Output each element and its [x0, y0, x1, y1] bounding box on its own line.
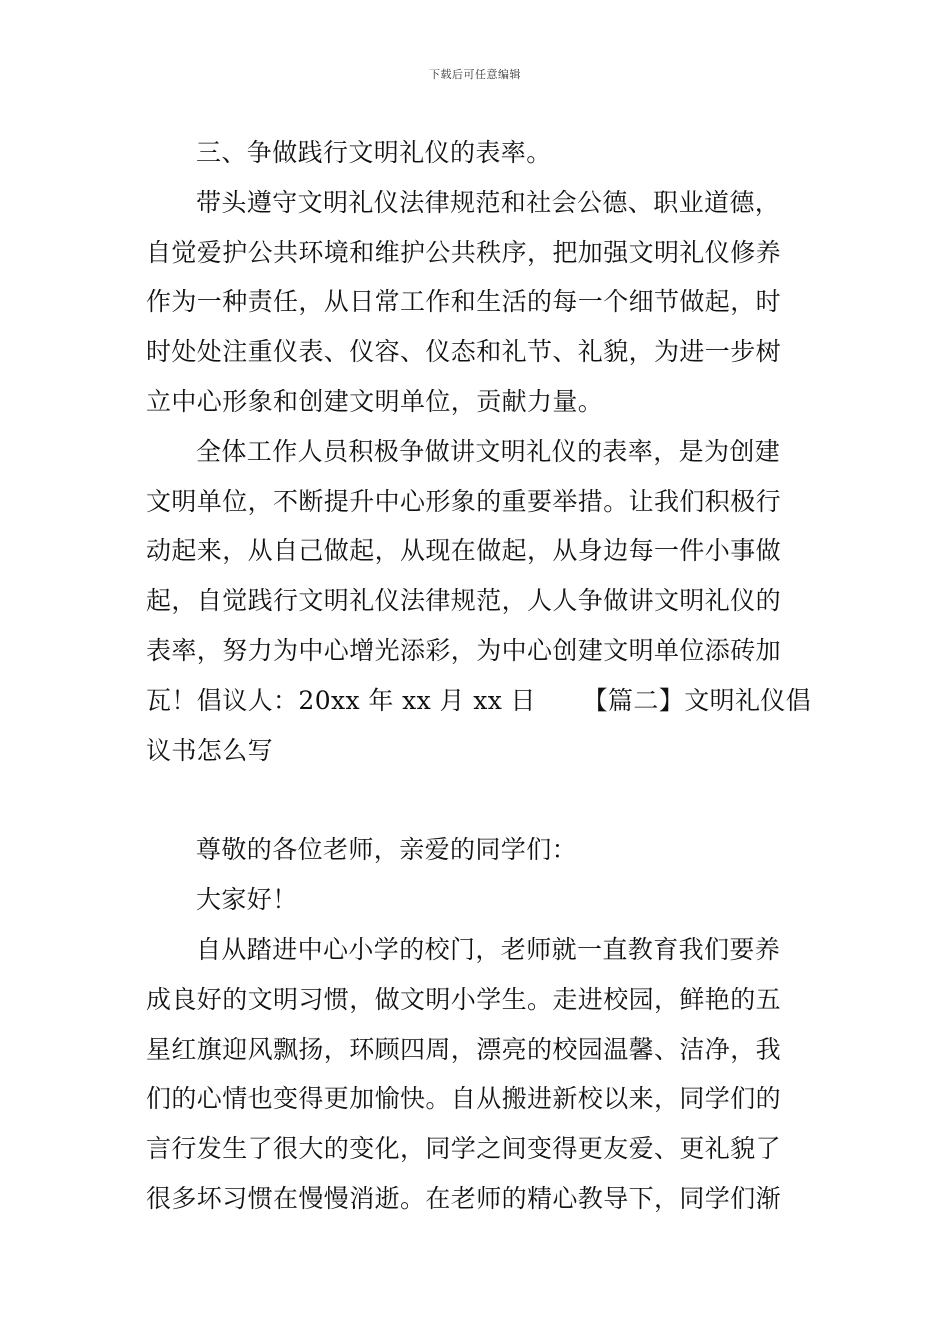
paragraph-line: 星红旗迎风飘扬，环顾四周，漂亮的校园温馨、洁净，我: [146, 1034, 782, 1064]
paragraph-line: 作为一种责任，从日常工作和生活的每一个细节做起，时: [146, 287, 782, 317]
paragraph-line: 们的心情也变得更加愉快。自从搬进新校以来，同学们的: [146, 1084, 782, 1114]
paragraph-line: 瓦！倡议人：20xx 年 xx 月 xx 日 【篇二】文明礼仪倡: [146, 685, 812, 715]
paragraph-line: 表率，努力为中心增光添彩，为中心创建文明单位添砖加: [146, 635, 782, 665]
paragraph-line: 带头遵守文明礼仪法律规范和社会公德、职业道德，: [196, 187, 781, 217]
paragraph-line: 言行发生了很大的变化，同学之间变得更友爱、更礼貌了: [146, 1134, 782, 1164]
paragraph-line: 自从踏进中心小学的校门，老师就一直教育我们要养: [196, 934, 781, 964]
paragraph-line: 动起来，从自己做起，从现在做起，从身边每一件小事做: [146, 536, 782, 566]
paragraph-line: 自觉爱护公共环境和维护公共秩序，把加强文明礼仪修养: [146, 237, 782, 267]
paragraph-line: 立中心形象和创建文明单位，贡献力量。: [146, 386, 604, 416]
page-header: 下载后可任意编辑: [429, 68, 521, 81]
paragraph-line: 成良好的文明习惯，做文明小学生。走进校园，鲜艳的五: [146, 984, 782, 1014]
paragraph-line: 时处处注重仪表、仪容、仪态和礼节、礼貌，为进一步树: [146, 337, 782, 367]
section-heading: 三、争做践行文明礼仪的表率。: [196, 138, 552, 167]
document-body: [146, 128, 812, 1224]
greeting: 大家好！: [196, 885, 298, 915]
paragraph-line: 起，自觉践行文明礼仪法律规范，人人争做讲文明礼仪的: [146, 586, 782, 616]
paragraph-line: 全体工作人员积极争做讲文明礼仪的表率，是为创建: [196, 436, 781, 466]
paragraph-line: 很多坏习惯在慢慢消逝。在老师的精心教导下，同学们渐: [146, 1183, 782, 1213]
paragraph-line: 议书怎么写: [146, 735, 274, 765]
blank-line: [146, 775, 806, 825]
salutation: 尊敬的各位老师，亲爱的同学们：: [196, 835, 578, 865]
paragraph-line: 文明单位，不断提升中心形象的重要举措。让我们积极行: [146, 486, 782, 516]
